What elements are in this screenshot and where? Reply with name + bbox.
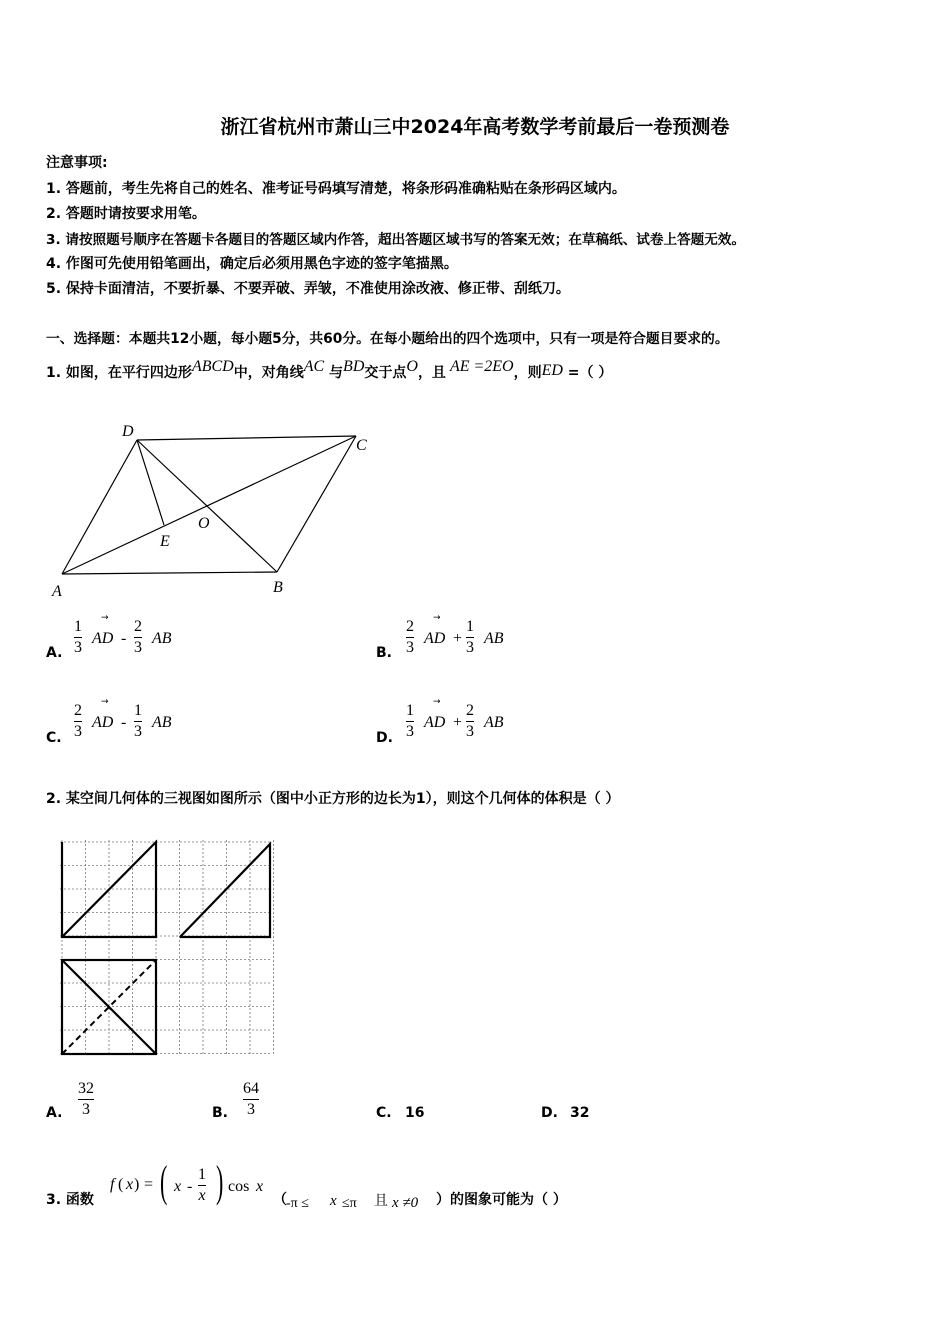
side-view — [180, 844, 270, 937]
page-title: 浙江省杭州市萧山三中2024年高考数学考前最后一卷预测卷 — [220, 116, 730, 138]
section-heading: 一、选择题：本题共12小题，每小题5分，共60分。在每小题给出的四个选项中，只有一项是符合题目要求的。 — [46, 331, 729, 347]
label-a: A — [52, 583, 62, 600]
edge-bc — [277, 436, 356, 572]
label-c: C — [356, 437, 367, 454]
label-b: B — [273, 579, 283, 596]
note-item-5: 5. 保持卡面清洁，不要折暴、不要弄破、弄皱，不准使用涂改液、修正带、刮纸刀。 — [46, 281, 570, 297]
edge-da — [62, 440, 137, 574]
label-o: O — [198, 515, 210, 532]
note-item-1: 1. 答题前，考生先将自己的姓名、准考证号码填写清楚，将条形码准确粘贴在条形码区域内。 — [46, 181, 626, 197]
q2-three-view-figure — [58, 838, 274, 1058]
q2-stem: 2. 某空间几何体的三视图如图所示（图中小正方形的边长为1），则这个几何体的体积是（ ） — [46, 791, 620, 807]
edge-cd — [137, 436, 356, 440]
label-d: D — [122, 423, 134, 440]
notes-heading: 注意事项: — [46, 155, 108, 171]
note-item-3: 3. 请按照题号顺序在答题卡各题目的答题区域内作答，超出答题区域书写的答案无效；在草稿纸、试卷上答题无效。 — [46, 232, 746, 248]
q1-parallelogram-figure — [40, 418, 380, 603]
q1-stem: 1. 如图，在平行四边形ABCD中，对角线AC 与BD交于点O，且 AE =2EO，则ED =（ ） — [46, 358, 613, 381]
note-item-4: 4. 作图可先使用铅笔画出，确定后必须用黑色字迹的签字笔描黑。 — [46, 256, 458, 272]
label-e: E — [160, 533, 170, 550]
diagonal-ac — [62, 436, 356, 574]
q3-label: 3. 函数 — [46, 1192, 94, 1208]
edge-ab — [62, 572, 277, 574]
note-item-2: 2. 答题时请按要求用笔。 — [46, 206, 206, 222]
